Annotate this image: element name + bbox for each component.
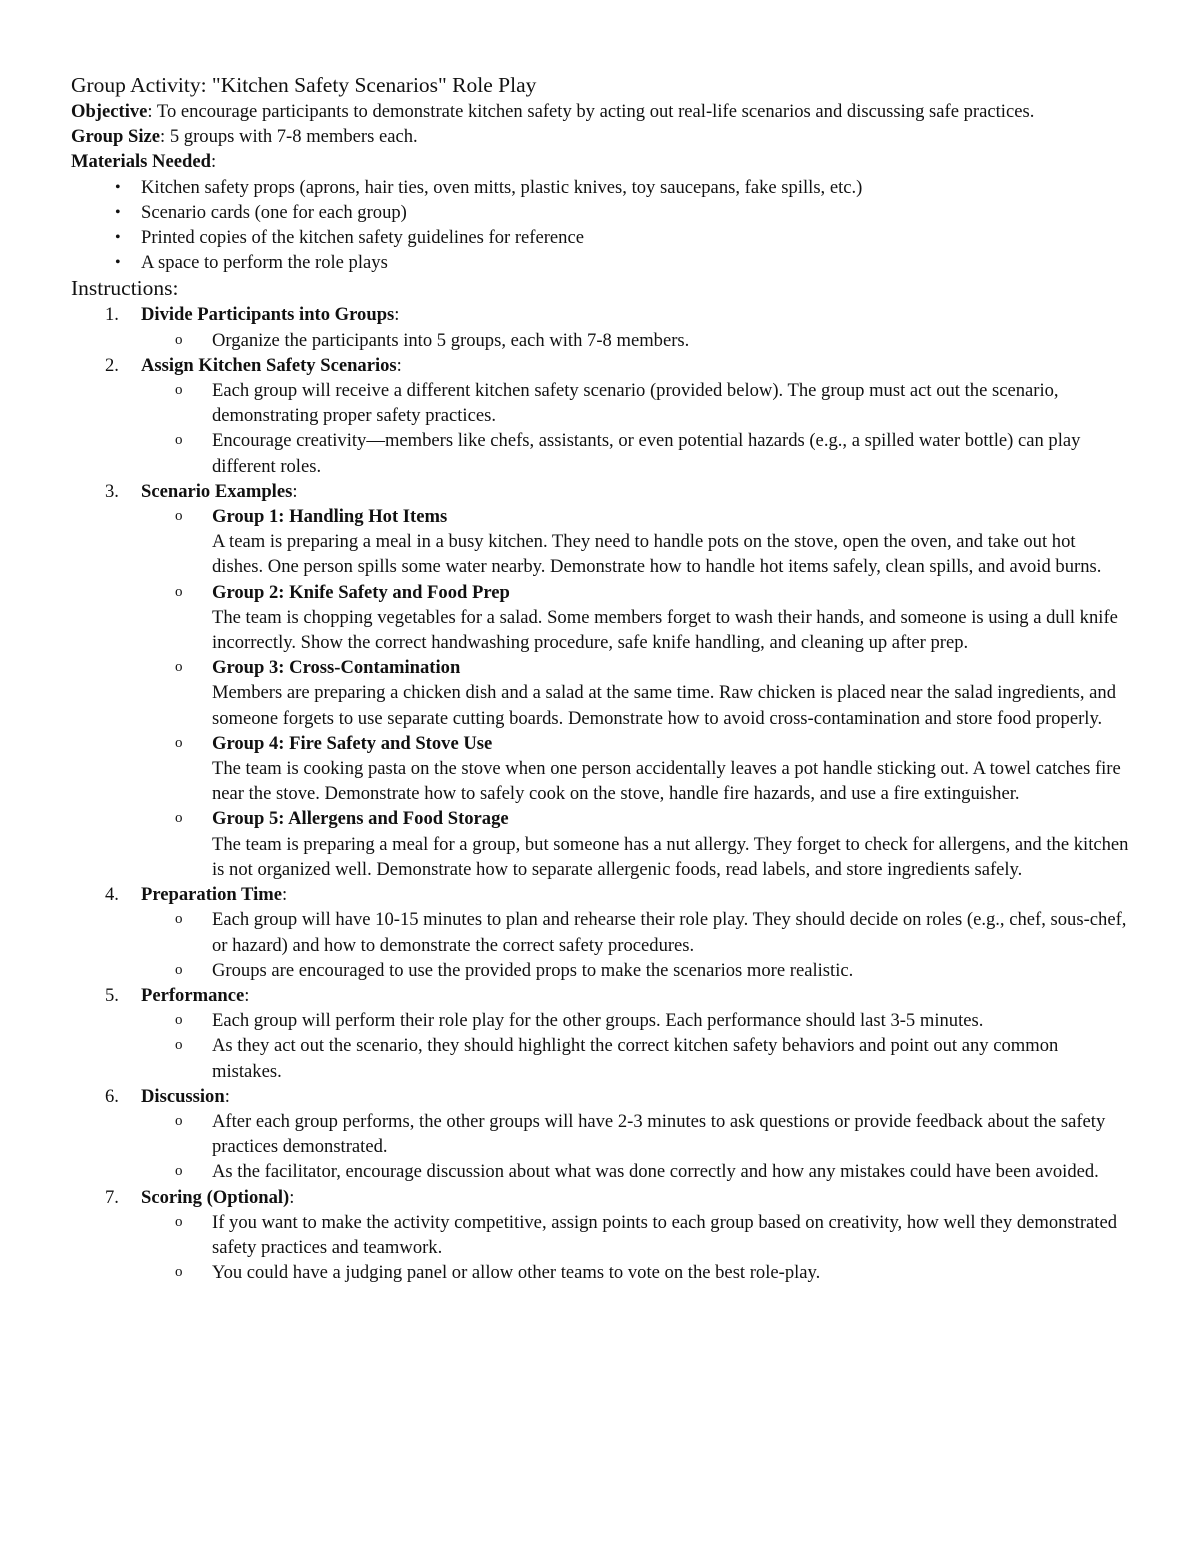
circle-bullet-icon: o (175, 1163, 183, 1180)
sub-item (141, 1008, 1131, 1033)
sub-item-text: After each group performs, the other groups will have 2-3 minutes to ask questions or provide feedback about the safety practices demonstrated. (212, 1110, 1106, 1158)
list-item (71, 225, 1131, 250)
circle-bullet-icon: o (175, 331, 183, 348)
scenario-heading: Group 2: Knife Safety and Food Prep (212, 581, 510, 603)
circle-bullet-icon: o (175, 508, 183, 525)
material-item-text: Scenario cards (one for each group) (141, 201, 407, 223)
sub-item (141, 731, 1131, 807)
bullet-icon: • (115, 178, 121, 196)
sub-item-text: The team is cooking pasta on the stove when one person accidentally leaves a pot handle sticking out. A towel catches fire near the stove. Demonstrate how to safely cook on the stove, handle fire hazards, and use a fire extinguisher. (212, 758, 1121, 805)
list-item (71, 250, 1131, 275)
sub-item (141, 1260, 1131, 1285)
step-colon: : (224, 1085, 230, 1107)
step-sub-list (141, 504, 1131, 882)
scenario-heading: Group 3: Cross-Contamination (212, 657, 461, 679)
objective-label: Objective (71, 101, 148, 122)
step-sub-list (141, 1109, 1131, 1185)
objective-text: : To encourage participants to demonstrate kitchen safety by acting out real-life scenarios and discussing safe practices. (147, 101, 1035, 122)
document-page (71, 72, 1131, 1285)
step-heading (141, 1185, 1131, 1210)
sub-item (141, 907, 1131, 957)
sub-item-text: Each group will have 10-15 minutes to plan and rehearse their role play. They should decide on roles (e.g., chef, sous-chef, or hazard) and how to demonstrate the correct safety procedures. (212, 909, 1127, 956)
material-item-text: A space to perform the role plays (141, 252, 388, 274)
materials-list (71, 175, 1131, 276)
instruction-step (71, 983, 1131, 1084)
sub-item-text: The team is chopping vegetables for a salad. Some members forget to wash their hands, and someone is using a dull knife incorrectly. Show the correct handwashing procedure, safe knife handling, and cleaning up after prep. (212, 606, 1118, 654)
list-item (71, 175, 1131, 200)
step-number: 7. (105, 1186, 119, 1208)
list-item (71, 200, 1131, 225)
step-number: 1. (105, 304, 119, 326)
sub-item-text: Organize the participants into 5 groups, each with 7-8 members. (212, 329, 690, 351)
sub-item (141, 504, 1131, 580)
step-colon: : (282, 884, 288, 906)
circle-bullet-icon: o (175, 810, 183, 827)
objective-line (71, 99, 1131, 124)
scenario-heading: Group 5: Allergens and Food Storage (212, 808, 509, 830)
sub-item-text: As they act out the scenario, they should highlight the correct kitchen safety behaviors and point out any common mistakes. (212, 1035, 1059, 1082)
step-sub-list (141, 907, 1131, 983)
step-colon: : (289, 1186, 295, 1208)
step-label: Scenario Examples (141, 480, 293, 502)
material-item-text: Kitchen safety props (aprons, hair ties, oven mitts, plastic knives, toy saucepans, fake spills, etc.) (141, 176, 863, 198)
instruction-step (71, 479, 1131, 882)
sub-item (141, 1210, 1131, 1260)
instruction-step (71, 1185, 1131, 1286)
scenario-heading: Group 4: Fire Safety and Stove Use (212, 732, 493, 754)
circle-bullet-icon: o (175, 734, 183, 751)
step-heading (141, 479, 1131, 504)
sub-item (141, 328, 1131, 353)
sub-item (141, 1033, 1131, 1083)
instruction-step (71, 1084, 1131, 1185)
circle-bullet-icon: o (175, 911, 183, 928)
scenario-heading: Group 1: Handling Hot Items (212, 506, 448, 528)
step-sub-list (141, 1008, 1131, 1084)
step-label: Preparation Time (141, 884, 282, 906)
circle-bullet-icon: o (175, 583, 183, 600)
circle-bullet-icon: o (175, 1213, 183, 1230)
step-heading (141, 1084, 1131, 1109)
step-number: 6. (105, 1085, 119, 1107)
circle-bullet-icon: o (175, 1012, 183, 1029)
material-item-text: Printed copies of the kitchen safety guidelines for reference (141, 227, 584, 249)
step-label: Assign Kitchen Safety Scenarios (141, 354, 397, 376)
step-colon: : (394, 304, 400, 326)
instructions-list (71, 302, 1131, 1285)
materials-label: Materials Needed (71, 151, 211, 173)
sub-item (141, 806, 1131, 882)
sub-item-text: Each group will receive a different kitchen safety scenario (provided below). The group must act out the scenario, demonstrating proper safety practices. (212, 380, 1059, 427)
step-colon: : (244, 984, 250, 1006)
step-label: Performance (141, 984, 245, 1006)
circle-bullet-icon: o (175, 1037, 183, 1054)
sub-item-text: Encourage creativity—members like chefs, assistants, or even potential hazards (e.g., a spilled water bottle) can play different roles. (212, 430, 1081, 477)
circle-bullet-icon: o (175, 1264, 183, 1281)
step-number: 5. (105, 984, 119, 1006)
sub-item-text: Members are preparing a chicken dish and a salad at the same time. Raw chicken is placed near the salad ingredients, and someone forgets to use separate cutting boards. Demonstrate how to avoid cross-contamination and store food properly. (212, 682, 1117, 729)
sub-item-text: The team is preparing a meal for a group, but someone has a nut allergy. They forget to check for allergens, and the kitchen is not organized well. Demonstrate how to separate allergenic foods, read labels, and store ingredients safely. (212, 833, 1129, 880)
bullet-icon: • (115, 203, 121, 221)
step-heading (141, 983, 1131, 1008)
sub-item (141, 958, 1131, 983)
sub-item (141, 580, 1131, 656)
sub-item-text: A team is preparing a meal in a busy kitchen. They need to handle pots on the stove, open the oven, and take out hot dishes. One person spills some water nearby. Demonstrate how to handle hot items safely, clean spills, and avoid burns. (212, 531, 1102, 578)
instruction-step (71, 353, 1131, 479)
sub-item-text: You could have a judging panel or allow other teams to vote on the best role-play. (212, 1262, 821, 1284)
materials-colon: : (210, 151, 217, 173)
instructions-heading: Instructions: (71, 276, 179, 301)
bullet-icon: • (115, 254, 121, 272)
page-title: Group Activity: "Kitchen Safety Scenarios" Role Play (71, 73, 537, 97)
step-label: Discussion (141, 1085, 225, 1107)
sub-item (141, 378, 1131, 428)
step-number: 4. (105, 884, 119, 906)
circle-bullet-icon: o (175, 382, 183, 399)
step-number: 2. (105, 354, 119, 376)
step-colon: : (396, 354, 402, 376)
sub-item (141, 1159, 1131, 1184)
sub-item-text: If you want to make the activity competitive, assign points to each group based on creativity, how well they demonstrated safety practices and teamwork. (212, 1211, 1118, 1258)
step-sub-list (141, 328, 1131, 353)
instruction-step (71, 302, 1131, 352)
step-sub-list (141, 1210, 1131, 1286)
materials-heading (71, 149, 1131, 174)
sub-item-text: As the facilitator, encourage discussion about what was done correctly and how any mistakes could have been avoided. (212, 1161, 1099, 1183)
instruction-step (71, 882, 1131, 983)
step-heading (141, 353, 1131, 378)
step-number: 3. (105, 480, 119, 502)
circle-bullet-icon: o (175, 1112, 183, 1129)
step-heading (141, 882, 1131, 907)
circle-bullet-icon: o (175, 432, 183, 449)
step-label: Scoring (Optional) (141, 1186, 290, 1208)
sub-item (141, 655, 1131, 731)
step-colon: : (292, 480, 298, 502)
sub-item (141, 1109, 1131, 1159)
step-sub-list (141, 378, 1131, 479)
group-size-text: : 5 groups with 7-8 members each. (160, 126, 418, 148)
step-heading (141, 302, 1131, 327)
sub-item (141, 428, 1131, 478)
group-size-label: Group Size (71, 126, 161, 148)
bullet-icon: • (115, 229, 121, 247)
step-label: Divide Participants into Groups (141, 304, 395, 326)
sub-item-text: Groups are encouraged to use the provided props to make the scenarios more realistic. (212, 959, 854, 981)
circle-bullet-icon: o (175, 961, 183, 978)
group-size-line (71, 124, 1131, 149)
sub-item-text: Each group will perform their role play for the other groups. Each performance should last 3-5 minutes. (212, 1010, 984, 1032)
circle-bullet-icon: o (175, 659, 183, 676)
